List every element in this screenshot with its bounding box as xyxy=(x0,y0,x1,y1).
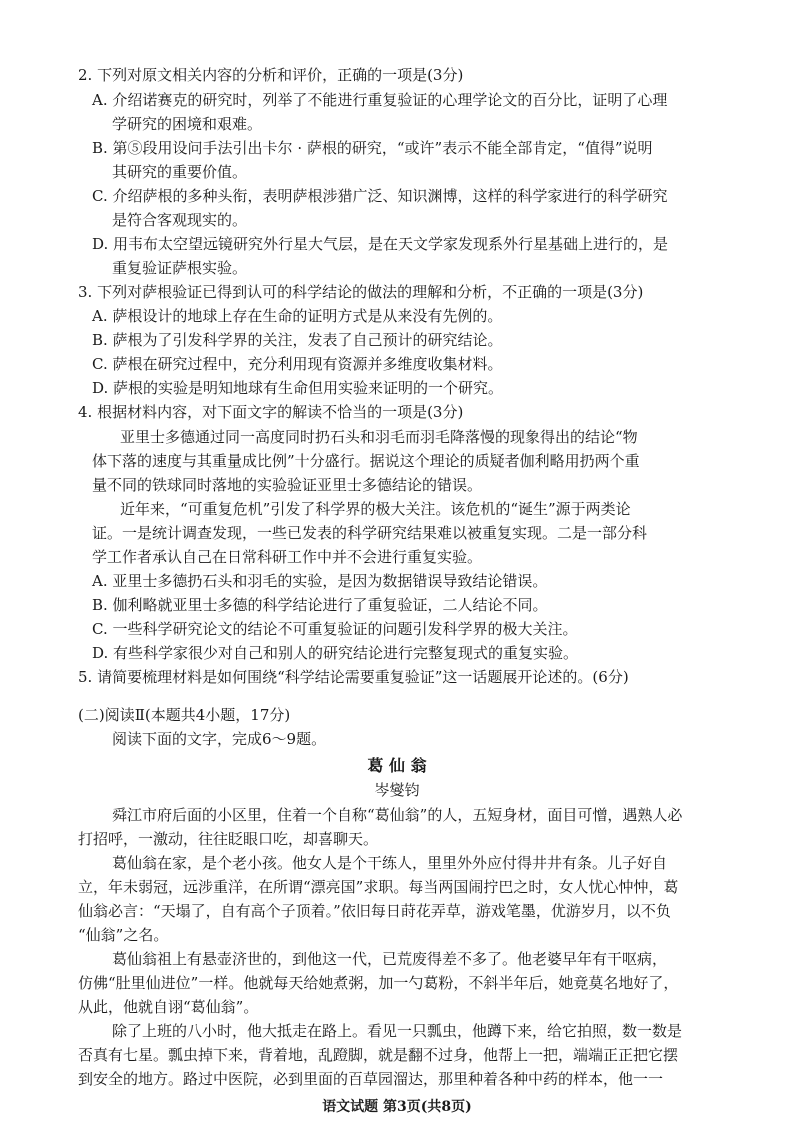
q2-option-b: B. 第⑤段用设问手法引出卡尔 · 萨根的研究，“或许”表示不能全部肯定，“值得”说明 xyxy=(92,139,653,157)
q2-option-d: D. 用韦布太空望远镜研究外行星大气层，是在天文学家发现系外行星基础上进行的，是 xyxy=(92,235,669,253)
q3-option-a: A. 萨根设计的地球上存在生命的证明方式是从来没有先例的。 xyxy=(92,307,503,325)
q4-passage-line: 近年来，“可重复危机”引发了科学界的极大关注。该危机的“诞生”源于两类论 xyxy=(120,500,631,518)
q2-option-a: A. 介绍诺赛克的研究时，列举了不能进行重复验证的心理学论文的百分比，证明了心理 xyxy=(92,91,668,109)
q2-option-d-cont: 重复验证萨根实验。 xyxy=(112,259,248,277)
section-instruction: 阅读下面的文字，完成6～9题。 xyxy=(112,730,327,748)
q4-passage-line: 学工作者承认自己在日常科研工作中并不会进行重复实验。 xyxy=(92,548,483,566)
story-paragraph-line: 葛仙翁在家，是个老小孩。他女人是个干练人，里里外外应付得井井有条。儿子好自 xyxy=(112,854,668,872)
story-paragraph-line: 立，年未弱冠，远涉重洋，在所谓“漂亮国”求职。每当两国闹拧巴之时，女人忧心忡忡，葛 xyxy=(78,878,679,896)
q3-option-d: D. 萨根的实验是明知地球有生命但用实验来证明的一个研究。 xyxy=(92,379,504,397)
story-author: 岑燮钧 xyxy=(374,781,420,799)
q2-option-c: C. 介绍萨根的多种头衔，表明萨根涉猎广泛、知识渊博，这样的科学家进行的科学研究 xyxy=(92,187,668,205)
q4-option-b: B. 伽利略就亚里士多德的科学结论进行了重复验证，二人结论不同。 xyxy=(92,596,548,614)
story-paragraph-line: 除了上班的八小时，他大抵走在路上。看见一只瓢虫，他蹲下来，给它拍照，数一数是 xyxy=(112,1022,683,1040)
q5-stem: 5. 请简要梳理材料是如何围绕“科学结论需要重复验证”这一话题展开论述的。(6分) xyxy=(78,668,629,686)
story-paragraph-line: 仙翁必言：“天塌了，自有高个子顶着。”依旧每日莳花弄草，游戏笔墨，优游岁月，以不负 xyxy=(78,902,671,920)
story-title: 葛 仙 翁 xyxy=(367,756,427,775)
story-paragraph-line: 否真有七星。瓢虫掉下来，背着地，乱蹬脚，就是翻不过身，他帮上一把，端端正正把它摆 xyxy=(78,1046,679,1064)
q4-passage-line: 量不同的铁球同时落地的实验验证亚里士多德结论的错误。 xyxy=(92,476,483,494)
q4-passage-line: 体下落的速度与其重量成比例”十分盛行。据说这个理论的质疑者伽利略用扔两个重 xyxy=(92,452,640,470)
story-paragraph-line: 打招呼，一激动，往往眨眼口吃，却喜聊天。 xyxy=(78,830,379,848)
q4-passage-line: 证。一是统计调查发现，一些已发表的科学研究结果难以被重复实现。二是一部分科 xyxy=(92,524,648,542)
q3-option-c: C. 萨根在研究过程中，充分利用现有资源并多维度收集材料。 xyxy=(92,355,503,373)
q3-stem: 3. 下列对萨根验证已得到认可的科学结论的做法的理解和分析，不正确的一项是(3分) xyxy=(78,283,644,301)
q4-passage-line: 亚里士多德通过同一高度同时扔石头和羽毛而羽毛降落慢的现象得出的结论“物 xyxy=(120,428,638,446)
q3-option-b: B. 萨根为了引发科学界的关注，发表了自己预计的研究结论。 xyxy=(92,331,503,349)
q2-option-b-cont: 其研究的重要价值。 xyxy=(112,163,248,181)
story-paragraph-line: 仿佛“肚里仙进位”一样。他就每天给她煮粥，加一勺葛粉，不斜半年后，她竟莫名地好了， xyxy=(78,974,679,992)
story-paragraph-line: 到安全的地方。路过中医院，必到里面的百草园溜达，那里种着各种中药的样本，他一一 xyxy=(78,1070,664,1088)
story-paragraph-line: “仙翁”之名。 xyxy=(78,926,169,944)
story-paragraph-line: 葛仙翁祖上有悬壶济世的，到他这一代，已荒废得差不多了。他老婆早年有干呕病， xyxy=(112,950,668,968)
q2-stem: 2. 下列对原文相关内容的分析和评价，正确的一项是(3分) xyxy=(78,66,464,84)
q4-option-c: C. 一些科学研究论文的结论不可重复验证的问题引发科学界的极大关注。 xyxy=(92,620,578,638)
q4-option-d: D. 有些科学家很少对自己和别人的研究结论进行完整复现式的重复实验。 xyxy=(92,644,579,662)
q2-option-a-cont: 学研究的困境和艰难。 xyxy=(112,115,263,133)
page-footer: 语文试题 第3页(共8页) xyxy=(322,1099,472,1115)
q2-option-c-cont: 是符合客观现实的。 xyxy=(112,211,248,229)
section-heading: (二)阅读Ⅱ(本题共4小题，17分) xyxy=(78,706,291,724)
q4-option-a: A. 亚里士多德扔石头和羽毛的实验，是因为数据错误导致结论错误。 xyxy=(92,572,548,590)
story-paragraph-line: 舜江市府后面的小区里，住着一个自称“葛仙翁”的人，五短身材，面目可憎，遇熟人必 xyxy=(112,806,683,824)
story-paragraph-line: 从此，他就自诩“葛仙翁”。 xyxy=(78,998,259,1016)
q4-stem: 4. 根据材料内容，对下面文字的解读不恰当的一项是(3分) xyxy=(78,403,464,421)
